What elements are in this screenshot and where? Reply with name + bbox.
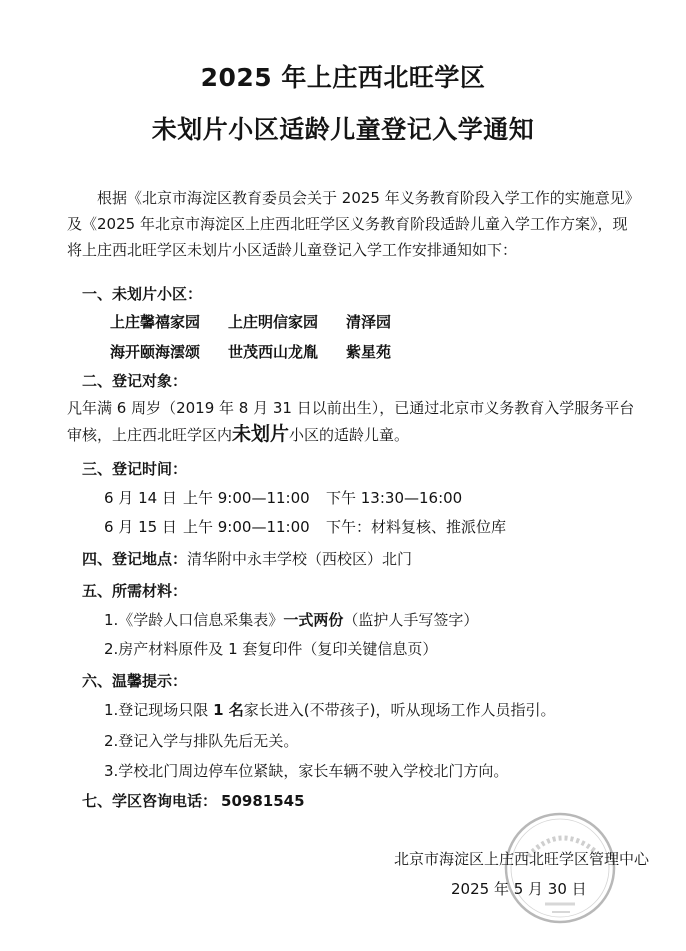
tip-1-a: 1.登记现场只限 (104, 701, 214, 719)
section-4-heading: 四、登记地点： (82, 550, 188, 568)
time-row-2-pm: 下午：材料复核、推派位库 (326, 518, 507, 536)
community-6: 紫星苑 (346, 343, 392, 361)
community-3: 清泽园 (346, 313, 392, 331)
material-1-a: 1.《学龄人口信息采集表》 (104, 611, 284, 629)
material-1-b: （监护人手写签字） (343, 611, 479, 629)
section-4-line (82, 548, 412, 570)
material-1-bold: 一式两份 (283, 611, 344, 629)
tip-2: 2.登记入学与排队先后无关。 (104, 732, 299, 750)
section-6-heading: 六、温馨提示： (82, 672, 188, 690)
section-4-text: 清华附中永丰学校（西校区）北门 (187, 550, 413, 568)
time-row-2-am: 上午 9:00—11:00 (183, 518, 310, 536)
time-row-2-date: 6 月 15 日 (104, 518, 177, 536)
material-item-1 (104, 609, 478, 631)
community-5: 世茂西山龙胤 (228, 343, 319, 361)
target-text-b: 小区的适龄儿童。 (289, 426, 410, 444)
signature-org: 北京市海淀区上庄西北旺学区管理中心 (394, 850, 650, 868)
phone-number: 50981545 (221, 792, 305, 810)
target-text-emphasis: 未划片 (232, 423, 290, 445)
time-row-1-pm: 下午 13:30—16:00 (326, 489, 463, 507)
material-item-2: 2.房产材料原件及 1 套复印件（复印关键信息页） (104, 640, 438, 658)
section-1-heading: 一、未划片小区： (82, 285, 203, 303)
target-text-a: 凡年满 6 周岁（2019 年 8 月 31 日以前出生），已通过北京市义务教育入学服务平台审核，上庄西北旺学区内 (67, 399, 635, 444)
title-line-1: 2025 年上庄西北旺学区 (200, 63, 486, 92)
section-3-heading: 三、登记时间： (82, 460, 188, 478)
section-7-line (82, 790, 305, 812)
time-row-1-am: 上午 9:00—11:00 (183, 489, 310, 507)
section-5-heading: 五、所需材料： (82, 582, 188, 600)
section-2-heading: 二、登记对象： (82, 372, 188, 390)
tip-3: 3.学校北门周边停车位紧缺，家长车辆不驶入学校北门方向。 (104, 762, 509, 780)
time-row-1-date: 6 月 14 日 (104, 489, 177, 507)
community-1: 上庄馨禧家园 (110, 313, 201, 331)
community-2: 上庄明信家园 (228, 313, 319, 331)
title-line-2: 未划片小区适龄儿童登记入学通知 (151, 115, 535, 144)
signature-date: 2025 年 5 月 30 日 (451, 880, 587, 898)
target-paragraph (67, 395, 639, 448)
community-4: 海开颐海澐颂 (110, 343, 201, 361)
tip-1-b: 家长进入(不带孩子)，听从现场工作人员指引。 (243, 701, 556, 719)
intro-paragraph: 根据《北京市海淀区教育委员会关于 2025 年义务教育阶段入学工作的实施意见》及《2025 年北京市海淀区上庄西北旺学区义务教育阶段适龄儿童入学工作方案》，现将上庄西北旺学区未划片小区适龄儿童登记入学工作安排通知如下： (67, 189, 633, 259)
tip-1-bold: 1 名 (213, 701, 244, 719)
section-7-heading: 七、学区咨询电话： (82, 792, 218, 810)
tip-1 (104, 699, 555, 721)
